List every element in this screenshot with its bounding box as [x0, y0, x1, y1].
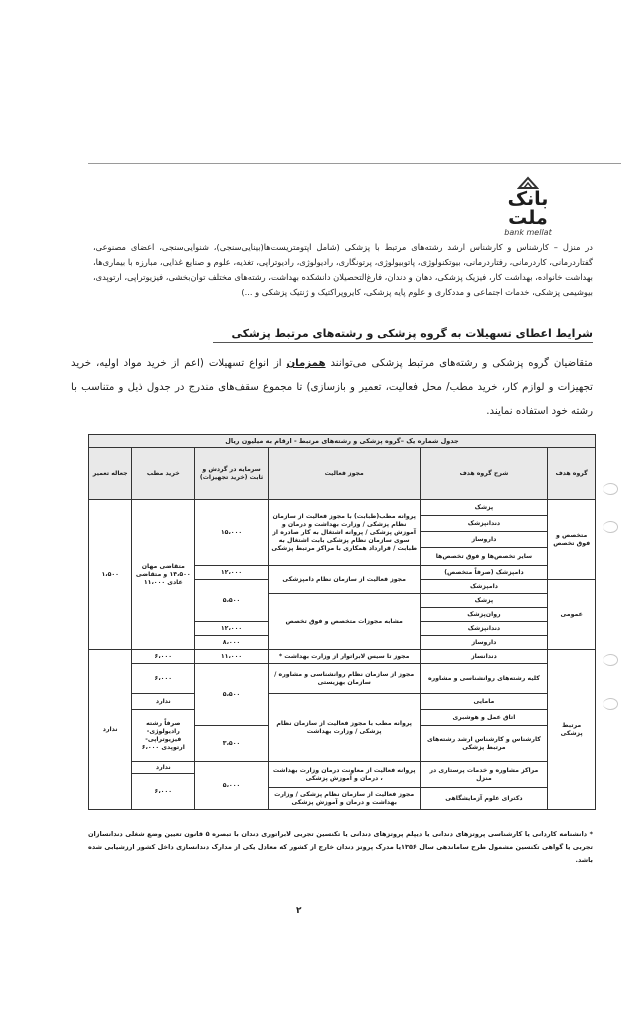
desc-doctor-general: پزشک — [420, 594, 548, 608]
desc-doctor: پزشک — [420, 500, 548, 516]
desc-bachelor-master: کارشناس و کارشناس ارشد رشته‌های مرتبط پزشکی — [420, 726, 548, 762]
capital-dental-tech: ۱۱،۰۰۰ — [195, 650, 269, 664]
permit-psych: مجوز از سازمان نظام روانشناسی و مشاوره / سازمان بهزیستی — [268, 664, 420, 694]
desc-pharmacist-general: داروساز — [420, 636, 548, 650]
office-psych: ۶،۰۰۰ — [132, 664, 195, 694]
facilities-table — [88, 434, 596, 810]
binder-hole-mark — [603, 483, 618, 495]
header-desc: شرح گروه هدف — [420, 448, 548, 500]
desc-dental-tech: دندانساز — [420, 650, 548, 664]
desc-psych-fields: کلیه رشته‌های روانشناسی و مشاوره — [420, 664, 548, 694]
binder-hole-mark — [603, 521, 618, 533]
permit-vet: مجوز فعالیت از سازمان نظام دامپزشکی — [268, 566, 420, 594]
capital-vet-specialist: ۱۲،۰۰۰ — [195, 566, 269, 580]
header-permit: مجوز فعالیت — [268, 448, 420, 500]
desc-dentist-general: دندانپزشک — [420, 622, 548, 636]
desc-vet: دامپزشک — [420, 580, 548, 594]
permit-dental-tech: مجوز تا سیس لابراتوار از وزارت بهداشت * — [268, 650, 420, 664]
office-none-2: ندارد — [132, 762, 195, 774]
header-repair: جعاله تعمیر — [89, 448, 132, 500]
logo-name-fa: بانک ملت — [507, 188, 549, 229]
paragraph-part-2: از انواع تسهیلات (اعم از خرید مواد اولیه، خرید تجهیزات و لوازم کار، خرید مطب/ محل فعالیت، تعمیر و بازسازی) تا مجموع سقف‌های مندرج در جدول ذیل و متناسب با رشته خود استفاده نمایند. — [71, 358, 593, 417]
header-office: خرید مطب — [132, 448, 195, 500]
page-top-margin — [0, 0, 621, 165]
permit-specialist: پروانه مطب(طبابت) با مجوز فعالیت از سازمان نظام پزشکی / وزارت بهداشت و درمان و آموزش پزشکی / پروانه اشتغال به کار صادره از سوی سازمان نظام پزشکی بابت اشتغال به طبابت / قرارداد همکاری با مراکز مرتبط پزشکی — [268, 500, 420, 566]
binder-hole-mark — [603, 654, 618, 666]
binder-hole-mark — [603, 698, 618, 710]
page-number: ۲ — [296, 906, 302, 916]
capital-nursing-group: ۵،۰۰۰ — [195, 762, 269, 810]
desc-or-anesthesia: اتاق عمل و هوشبری — [420, 710, 548, 726]
logo-name-en: bank mellat — [504, 228, 552, 237]
group-specialist: متخصص و فوق تخصص — [548, 500, 596, 580]
desc-lab-phd: دکترای علوم آزمایشگاهی — [420, 788, 548, 810]
permit-general: مشابه مجوزات متخصص و فوق تخصص — [268, 594, 420, 650]
office-special: صرفاً رشته رادیولوژی- فیزیوتراپی- ارتوپدی ۶،۰۰۰ — [132, 710, 195, 762]
intro-paragraph: در منزل – کارشناس و کارشناس ارشد رشته‌های مرتبط با پزشکی (شامل اپتومتریست‌ها(بینایی‌سنجی)، شنوایی‌سنجی، اعضای مصنوعی، گفتاردرمانی، کاردرمانی، رفتاردرمانی، بیوتکنولوژی، پاتوبیولوژی، پرتونگاری، رادیولوژی، رادیوتراپی، تغذیه، علوم و صنایع غذایی، مبارزه با بیماری‌ها، بهداشت خانواده، بهداشت کار، فیزیک پزشکی، دهان و دندان، فارغ‌التحصیلان دانشکده بهداشت، رشته‌های مختلف توان‌بخشی، فیزیوتراپی، ارتوپدی، بیوشیمی پزشکی، خدمات اجتماعی و مددکاری و علوم پایه پزشکی، کایروپراکتیک و ژنتیک پزشکی و ...) — [93, 242, 593, 297]
office-dental-tech: ۶،۰۰۰ — [132, 650, 195, 664]
table-caption: جدول شماره یک –گروه پزشکی و رشته‌های مرتبط - ارقام به میلیون ریال — [89, 435, 596, 448]
office-specialist-general: متقاضی مهان ۱۴،۵۰۰ و متقاضی عادی ۱۱،۰۰۰ — [132, 500, 195, 650]
desc-dentist: دندانپزشک — [420, 516, 548, 532]
desc-psychiatrist: روان‌پزشک — [420, 608, 548, 622]
capital-office-group: ۳،۵۰۰ — [195, 726, 269, 762]
desc-nursing: مراکز مشاوره و خدمات پرستاری در منزل — [420, 762, 548, 788]
page-fold-line — [88, 163, 621, 164]
bank-logo — [488, 176, 568, 237]
conditions-paragraph — [71, 352, 593, 424]
capital-general-a: ۵،۵۰۰ — [195, 580, 269, 622]
paragraph-part-1: متقاضیان گروه پزشکی و رشته‌های مرتبط پزشکی می‌توانند — [325, 358, 593, 369]
desc-midwife: مامایی — [420, 694, 548, 710]
permit-lab: مجوز فعالیت از سازمان نظام پزشکی / وزارت بهداشت و درمان و آموزش پزشکی — [268, 788, 420, 810]
group-related: مرتبط پزشکی — [548, 650, 596, 810]
section-heading: شرایط اعطای تسهیلات به گروه پزشکی و رشته‌های مرتبط پزشکی — [213, 327, 593, 343]
permit-nursing: پروانه فعالیت از معاونت درمان وزارت بهداشت ، درمان و آموزش پزشکی — [268, 762, 420, 788]
header-group: گروه هدف — [548, 448, 596, 500]
office-lab: ۶،۰۰۰ — [132, 774, 195, 810]
capital-general-c: ۸،۰۰۰ — [195, 636, 269, 650]
desc-pharmacist: داروساز — [420, 532, 548, 548]
paragraph-emphasis: همزمان — [286, 358, 326, 369]
header-capital: سرمایه در گردش و ثابت (خرید تجهیزات) — [195, 448, 269, 500]
group-general: عمومی — [548, 580, 596, 650]
capital-psych-group: ۵،۵۰۰ — [195, 664, 269, 726]
desc-vet-specialist: دامپزشک (صرفاً متخصص) — [420, 566, 548, 580]
capital-general-b: ۱۲،۰۰۰ — [195, 622, 269, 636]
office-none-1: ندارد — [132, 694, 195, 710]
permit-office: پروانه مطب با مجوز فعالیت از سازمان نظام پزشکی / وزارت بهداشت — [268, 694, 420, 762]
repair-top: ۱،۵۰۰ — [89, 500, 132, 650]
capital-specialist: ۱۵،۰۰۰ — [195, 500, 269, 566]
repair-bottom: ندارد — [89, 650, 132, 810]
table-footnote: * دانشنامه کاردانی یا کارشناسی پروتزهای دندانی یا دیپلم پروتزهای دندانی یا تکنسین تجربی لابراتوری دندان با تبصره ۵ قانون تعیین وضع شغلی دندانسازان تجربی یا گواهی تکنسین مشمول طرح ساماندهی سال ۱۳۵۶یا مدرک پروتز دندان خارج از کشور که معادل یکی از مدارک دندانسازی داخل کشور ارزشیابی شده باشد. — [88, 830, 593, 864]
desc-other-specialists: سایر تخصص‌ها و فوق تخصص‌ها — [420, 548, 548, 566]
